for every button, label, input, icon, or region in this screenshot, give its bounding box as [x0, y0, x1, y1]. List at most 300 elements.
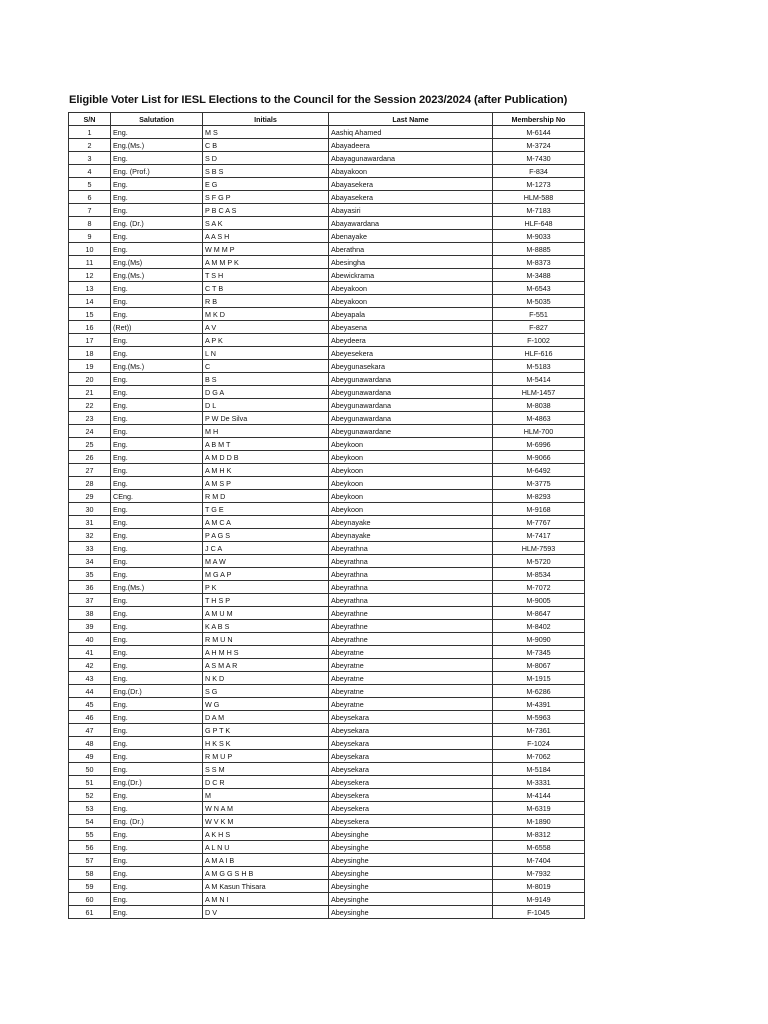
salutation-cell: Eng.	[111, 893, 203, 906]
sn-cell: 29	[69, 490, 111, 503]
salutation-cell: Eng.	[111, 789, 203, 802]
column-header-membership-no: Membership No	[493, 113, 585, 126]
table-row	[69, 711, 585, 724]
membership-no-cell: M-4863	[493, 412, 585, 425]
initials-cell: P W De Silva	[203, 412, 329, 425]
table-row	[69, 139, 585, 152]
table-row	[69, 503, 585, 516]
initials-cell: D G A	[203, 386, 329, 399]
sn-cell: 8	[69, 217, 111, 230]
table-row	[69, 217, 585, 230]
sn-cell: 12	[69, 269, 111, 282]
table-row	[69, 425, 585, 438]
table-row	[69, 360, 585, 373]
last-name-cell: Abayasiri	[329, 204, 493, 217]
salutation-cell: Eng.(Ms.)	[111, 139, 203, 152]
membership-no-cell: M-8019	[493, 880, 585, 893]
table-row	[69, 815, 585, 828]
salutation-cell: Eng.	[111, 412, 203, 425]
table-row	[69, 594, 585, 607]
sn-cell: 11	[69, 256, 111, 269]
table-row	[69, 412, 585, 425]
salutation-cell: Eng.	[111, 308, 203, 321]
last-name-cell: Abeysinghe	[329, 867, 493, 880]
salutation-cell: Eng.	[111, 516, 203, 529]
salutation-cell: Eng.(Dr.)	[111, 776, 203, 789]
membership-no-cell: M-7361	[493, 724, 585, 737]
salutation-cell: Eng.(Ms.)	[111, 269, 203, 282]
membership-no-cell: M-1273	[493, 178, 585, 191]
sn-cell: 38	[69, 607, 111, 620]
sn-cell: 37	[69, 594, 111, 607]
last-name-cell: Abayadeera	[329, 139, 493, 152]
last-name-cell: Abeyrathna	[329, 568, 493, 581]
membership-no-cell: M-9168	[493, 503, 585, 516]
last-name-cell: Abeyratne	[329, 698, 493, 711]
initials-cell: S D	[203, 152, 329, 165]
table-row	[69, 607, 585, 620]
sn-cell: 35	[69, 568, 111, 581]
salutation-cell: Eng.(Ms.)	[111, 360, 203, 373]
salutation-cell: Eng.(Ms.)	[111, 581, 203, 594]
salutation-cell: Eng.	[111, 750, 203, 763]
table-row	[69, 282, 585, 295]
membership-no-cell: M-5720	[493, 555, 585, 568]
membership-no-cell: HLM-7593	[493, 542, 585, 555]
salutation-cell: CEng.	[111, 490, 203, 503]
membership-no-cell: M-7430	[493, 152, 585, 165]
salutation-cell: Eng.	[111, 542, 203, 555]
initials-cell: D V	[203, 906, 329, 919]
sn-cell: 30	[69, 503, 111, 516]
membership-no-cell: F-834	[493, 165, 585, 178]
table-row	[69, 347, 585, 360]
voter-table	[68, 112, 585, 919]
last-name-cell: Abayasekera	[329, 178, 493, 191]
membership-no-cell: M-6558	[493, 841, 585, 854]
sn-cell: 50	[69, 763, 111, 776]
last-name-cell: Abeygunawardana	[329, 373, 493, 386]
sn-cell: 55	[69, 828, 111, 841]
initials-cell: A M U M	[203, 607, 329, 620]
sn-cell: 13	[69, 282, 111, 295]
sn-cell: 51	[69, 776, 111, 789]
table-row	[69, 464, 585, 477]
table-row	[69, 438, 585, 451]
sn-cell: 18	[69, 347, 111, 360]
salutation-cell: Eng.	[111, 425, 203, 438]
table-row	[69, 269, 585, 282]
salutation-cell: Eng.	[111, 724, 203, 737]
sn-cell: 21	[69, 386, 111, 399]
initials-cell: R M D	[203, 490, 329, 503]
salutation-cell: Eng.	[111, 620, 203, 633]
table-row	[69, 477, 585, 490]
initials-cell: A M G G S H B	[203, 867, 329, 880]
last-name-cell: Abeykoon	[329, 464, 493, 477]
last-name-cell: Abeysekera	[329, 789, 493, 802]
table-row	[69, 659, 585, 672]
initials-cell: A V	[203, 321, 329, 334]
initials-cell: W N A M	[203, 802, 329, 815]
last-name-cell: Abeysekera	[329, 802, 493, 815]
table-header	[69, 113, 585, 126]
salutation-cell: Eng.	[111, 282, 203, 295]
initials-cell: A B M T	[203, 438, 329, 451]
salutation-cell: Eng.	[111, 672, 203, 685]
table-row	[69, 880, 585, 893]
initials-cell: D C R	[203, 776, 329, 789]
last-name-cell: Abenayake	[329, 230, 493, 243]
initials-cell: W V K M	[203, 815, 329, 828]
sn-cell: 46	[69, 711, 111, 724]
table-row	[69, 867, 585, 880]
membership-no-cell: M-1915	[493, 672, 585, 685]
membership-no-cell: M-8534	[493, 568, 585, 581]
initials-cell: R M U P	[203, 750, 329, 763]
last-name-cell: Abeysinghe	[329, 841, 493, 854]
last-name-cell: Abeysinghe	[329, 854, 493, 867]
membership-no-cell: M-4144	[493, 789, 585, 802]
table-row	[69, 204, 585, 217]
last-name-cell: Abeyasena	[329, 321, 493, 334]
sn-cell: 54	[69, 815, 111, 828]
initials-cell: T S H	[203, 269, 329, 282]
last-name-cell: Abeykoon	[329, 477, 493, 490]
salutation-cell: Eng.	[111, 295, 203, 308]
sn-cell: 28	[69, 477, 111, 490]
table-row	[69, 841, 585, 854]
initials-cell: E G	[203, 178, 329, 191]
salutation-cell: Eng. (Dr.)	[111, 815, 203, 828]
table-row	[69, 399, 585, 412]
membership-no-cell: M-8402	[493, 620, 585, 633]
salutation-cell: Eng.	[111, 178, 203, 191]
sn-cell: 20	[69, 373, 111, 386]
membership-no-cell: M-3724	[493, 139, 585, 152]
salutation-cell: Eng.	[111, 334, 203, 347]
sn-cell: 31	[69, 516, 111, 529]
initials-cell: A M N I	[203, 893, 329, 906]
sn-cell: 27	[69, 464, 111, 477]
sn-cell: 44	[69, 685, 111, 698]
initials-cell: D A M	[203, 711, 329, 724]
initials-cell: P A G S	[203, 529, 329, 542]
table-body	[69, 126, 585, 919]
last-name-cell: Abeyrathne	[329, 620, 493, 633]
table-row	[69, 672, 585, 685]
initials-cell: C T B	[203, 282, 329, 295]
membership-no-cell: M-6144	[493, 126, 585, 139]
salutation-cell: Eng.	[111, 698, 203, 711]
salutation-cell: Eng.	[111, 659, 203, 672]
membership-no-cell: M-7767	[493, 516, 585, 529]
salutation-cell: Eng.	[111, 373, 203, 386]
salutation-cell: Eng.	[111, 243, 203, 256]
table-row	[69, 789, 585, 802]
table-row	[69, 698, 585, 711]
sn-cell: 57	[69, 854, 111, 867]
salutation-cell: Eng.	[111, 555, 203, 568]
sn-cell: 5	[69, 178, 111, 191]
salutation-cell: Eng.	[111, 477, 203, 490]
sn-cell: 15	[69, 308, 111, 321]
sn-cell: 52	[69, 789, 111, 802]
initials-cell: B S	[203, 373, 329, 386]
table-row	[69, 724, 585, 737]
table-row	[69, 451, 585, 464]
salutation-cell: Eng.	[111, 841, 203, 854]
initials-cell: L N	[203, 347, 329, 360]
table-row	[69, 802, 585, 815]
sn-cell: 26	[69, 451, 111, 464]
sn-cell: 42	[69, 659, 111, 672]
initials-cell: W G	[203, 698, 329, 711]
table-row	[69, 152, 585, 165]
salutation-cell: Eng.	[111, 828, 203, 841]
sn-cell: 56	[69, 841, 111, 854]
salutation-cell: Eng.	[111, 152, 203, 165]
initials-cell: M A W	[203, 555, 329, 568]
last-name-cell: Abeygunawardana	[329, 412, 493, 425]
membership-no-cell: M-6996	[493, 438, 585, 451]
last-name-cell: Abeysekara	[329, 711, 493, 724]
salutation-cell: Eng.	[111, 867, 203, 880]
salutation-cell: Eng.	[111, 763, 203, 776]
last-name-cell: Abeyrathna	[329, 581, 493, 594]
salutation-cell: (Ret))	[111, 321, 203, 334]
last-name-cell: Abeyakoon	[329, 295, 493, 308]
membership-no-cell: HLM-1457	[493, 386, 585, 399]
salutation-cell: Eng.	[111, 529, 203, 542]
table-row	[69, 126, 585, 139]
salutation-cell: Eng.	[111, 347, 203, 360]
sn-cell: 59	[69, 880, 111, 893]
membership-no-cell: M-7417	[493, 529, 585, 542]
initials-cell: G P T K	[203, 724, 329, 737]
membership-no-cell: M-6492	[493, 464, 585, 477]
initials-cell: M S	[203, 126, 329, 139]
initials-cell: T H S P	[203, 594, 329, 607]
sn-cell: 16	[69, 321, 111, 334]
salutation-cell: Eng.(Ms)	[111, 256, 203, 269]
salutation-cell: Eng.	[111, 204, 203, 217]
sn-cell: 22	[69, 399, 111, 412]
initials-cell: C	[203, 360, 329, 373]
membership-no-cell: M-5184	[493, 763, 585, 776]
initials-cell: M K D	[203, 308, 329, 321]
initials-cell: R M U N	[203, 633, 329, 646]
table-row	[69, 646, 585, 659]
table-row	[69, 776, 585, 789]
salutation-cell: Eng.	[111, 386, 203, 399]
table-row	[69, 230, 585, 243]
sn-cell: 32	[69, 529, 111, 542]
sn-cell: 10	[69, 243, 111, 256]
last-name-cell: Abeydeera	[329, 334, 493, 347]
membership-no-cell: M-3775	[493, 477, 585, 490]
initials-cell: N K D	[203, 672, 329, 685]
table-row	[69, 620, 585, 633]
sn-cell: 1	[69, 126, 111, 139]
salutation-cell: Eng.	[111, 711, 203, 724]
salutation-cell: Eng.	[111, 802, 203, 815]
last-name-cell: Abayawardana	[329, 217, 493, 230]
sn-cell: 47	[69, 724, 111, 737]
last-name-cell: Abeykoon	[329, 490, 493, 503]
salutation-cell: Eng.	[111, 191, 203, 204]
last-name-cell: Abeygunawardana	[329, 386, 493, 399]
initials-cell: A A S H	[203, 230, 329, 243]
table-row	[69, 165, 585, 178]
last-name-cell: Abeyratne	[329, 646, 493, 659]
table-row	[69, 373, 585, 386]
membership-no-cell: M-6543	[493, 282, 585, 295]
last-name-cell: Abeysekera	[329, 776, 493, 789]
membership-no-cell: M-8038	[493, 399, 585, 412]
initials-cell: S S M	[203, 763, 329, 776]
salutation-cell: Eng.	[111, 464, 203, 477]
initials-cell: A K H S	[203, 828, 329, 841]
salutation-cell: Eng.	[111, 633, 203, 646]
column-header-salutation: Salutation	[111, 113, 203, 126]
membership-no-cell: M-8373	[493, 256, 585, 269]
initials-cell: J C A	[203, 542, 329, 555]
membership-no-cell: M-8293	[493, 490, 585, 503]
sn-cell: 33	[69, 542, 111, 555]
table-row	[69, 828, 585, 841]
table-row	[69, 763, 585, 776]
table-row	[69, 633, 585, 646]
table-row	[69, 893, 585, 906]
sn-cell: 48	[69, 737, 111, 750]
initials-cell: M H	[203, 425, 329, 438]
last-name-cell: Abayasekera	[329, 191, 493, 204]
sn-cell: 2	[69, 139, 111, 152]
table-row	[69, 191, 585, 204]
last-name-cell: Abeygunasekara	[329, 360, 493, 373]
sn-cell: 61	[69, 906, 111, 919]
initials-cell: T G E	[203, 503, 329, 516]
last-name-cell: Abeykoon	[329, 438, 493, 451]
table-row	[69, 386, 585, 399]
initials-cell: A M D D B	[203, 451, 329, 464]
last-name-cell: Abeysinghe	[329, 828, 493, 841]
last-name-cell: Abeysekara	[329, 724, 493, 737]
membership-no-cell: M-9090	[493, 633, 585, 646]
initials-cell: A M H K	[203, 464, 329, 477]
initials-cell: A M C A	[203, 516, 329, 529]
table-row	[69, 295, 585, 308]
salutation-cell: Eng.	[111, 503, 203, 516]
initials-cell: H K S K	[203, 737, 329, 750]
last-name-cell: Abeyesekera	[329, 347, 493, 360]
sn-cell: 3	[69, 152, 111, 165]
membership-no-cell: M-9033	[493, 230, 585, 243]
last-name-cell: Abeyapala	[329, 308, 493, 321]
table-row	[69, 542, 585, 555]
membership-no-cell: M-7183	[493, 204, 585, 217]
sn-cell: 23	[69, 412, 111, 425]
last-name-cell: Abeysinghe	[329, 880, 493, 893]
last-name-cell: Abesingha	[329, 256, 493, 269]
table-row	[69, 555, 585, 568]
membership-no-cell: M-7072	[493, 581, 585, 594]
last-name-cell: Abewickrama	[329, 269, 493, 282]
initials-cell: P K	[203, 581, 329, 594]
membership-no-cell: F-1024	[493, 737, 585, 750]
membership-no-cell: M-7404	[493, 854, 585, 867]
membership-no-cell: M-5963	[493, 711, 585, 724]
table-row	[69, 490, 585, 503]
last-name-cell: Abeysekera	[329, 815, 493, 828]
membership-no-cell: M-8885	[493, 243, 585, 256]
membership-no-cell: M-6319	[493, 802, 585, 815]
sn-cell: 19	[69, 360, 111, 373]
salutation-cell: Eng.	[111, 451, 203, 464]
salutation-cell: Eng.(Dr.)	[111, 685, 203, 698]
sn-cell: 17	[69, 334, 111, 347]
last-name-cell: Abeyrathna	[329, 555, 493, 568]
initials-cell: S B S	[203, 165, 329, 178]
table-row	[69, 737, 585, 750]
membership-no-cell: M-7932	[493, 867, 585, 880]
last-name-cell: Abeyrathna	[329, 542, 493, 555]
membership-no-cell: M-8312	[493, 828, 585, 841]
last-name-cell: Abeykoon	[329, 503, 493, 516]
membership-no-cell: HLF-616	[493, 347, 585, 360]
initials-cell: S G	[203, 685, 329, 698]
last-name-cell: Abeysinghe	[329, 906, 493, 919]
table-row	[69, 243, 585, 256]
membership-no-cell: HLM-700	[493, 425, 585, 438]
sn-cell: 43	[69, 672, 111, 685]
sn-cell: 58	[69, 867, 111, 880]
initials-cell: A S M A R	[203, 659, 329, 672]
table-row	[69, 581, 585, 594]
salutation-cell: Eng.	[111, 607, 203, 620]
membership-no-cell: F-551	[493, 308, 585, 321]
table-row	[69, 308, 585, 321]
last-name-cell: Abeyratne	[329, 672, 493, 685]
sn-cell: 14	[69, 295, 111, 308]
table-row	[69, 334, 585, 347]
sn-cell: 41	[69, 646, 111, 659]
table-row	[69, 529, 585, 542]
last-name-cell: Abayagunawardana	[329, 152, 493, 165]
salutation-cell: Eng.	[111, 906, 203, 919]
salutation-cell: Eng.	[111, 737, 203, 750]
last-name-cell: Abeynayake	[329, 516, 493, 529]
initials-cell: A L N U	[203, 841, 329, 854]
membership-no-cell: M-8067	[493, 659, 585, 672]
last-name-cell: Abeyrathne	[329, 607, 493, 620]
last-name-cell: Abeyrathne	[329, 633, 493, 646]
last-name-cell: Abeynayake	[329, 529, 493, 542]
membership-no-cell: M-6286	[493, 685, 585, 698]
salutation-cell: Eng.	[111, 230, 203, 243]
membership-no-cell: F-1002	[493, 334, 585, 347]
initials-cell: S F G P	[203, 191, 329, 204]
last-name-cell: Abeysekara	[329, 737, 493, 750]
membership-no-cell: M-3488	[493, 269, 585, 282]
sn-cell: 24	[69, 425, 111, 438]
last-name-cell: Abeygunawardane	[329, 425, 493, 438]
initials-cell: W M M P	[203, 243, 329, 256]
last-name-cell: Abeyratne	[329, 659, 493, 672]
membership-no-cell: F-1045	[493, 906, 585, 919]
salutation-cell: Eng. (Dr.)	[111, 217, 203, 230]
